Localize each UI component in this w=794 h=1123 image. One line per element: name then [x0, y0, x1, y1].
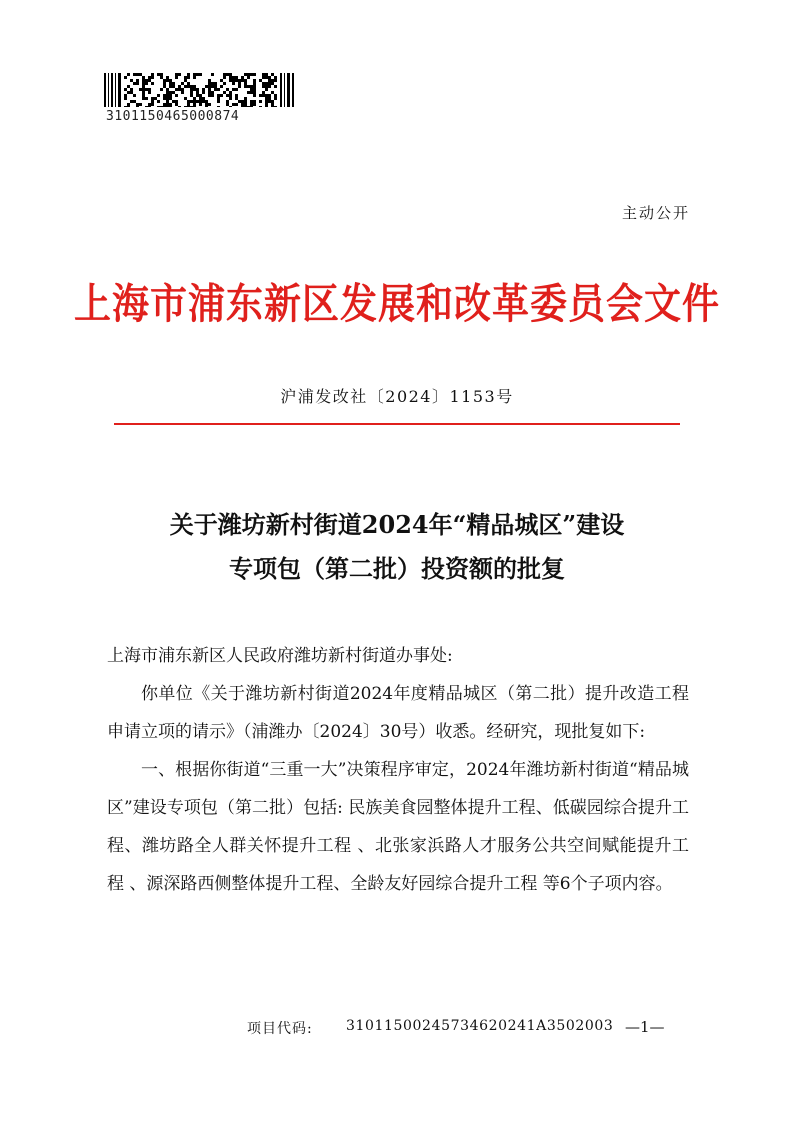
title-line-1: 关于潍坊新村街道2024年“精品城区”建设 — [169, 510, 625, 539]
page-footer — [0, 1018, 794, 1040]
project-code-label: 项目代码: — [247, 1021, 313, 1037]
barcode-number: 3101150465000874 — [106, 109, 240, 124]
document-number: 沪浦发改社〔2024〕1153号 — [280, 387, 514, 406]
red-divider — [114, 423, 680, 425]
barcode — [104, 73, 294, 107]
salutation: 上海市浦东新区人民政府潍坊新村街道办事处: — [107, 646, 453, 666]
project-code: 31011500245734620241A3502003 — [346, 1018, 614, 1034]
disclosure-label: 主动公开 — [621, 204, 690, 222]
body-paragraph-1: 你单位《关于潍坊新村街道2024年度精品城区（第二批）提升改造工程申请立项的请示》（浦潍办〔2024〕30号）收悉。经研究，现批复如下: — [107, 684, 689, 742]
document-body — [107, 637, 689, 903]
title-line-2: 专项包（第二批）投资额的批复 — [229, 554, 565, 583]
page-number: —1— — [625, 1018, 665, 1036]
body-paragraph-2: 一、根据你街道“三重一大”决策程序审定，2024年潍坊新村街道“精品城区”建设专项包（第二批）包括: 民族美食园整体提升工程、低碳园综合提升工程、潍坊路全人群关怀提升工程 、北张家浜路人才服务公共空间赋能提升工程 、源深路西侧整体提升工程、全龄友好园综合提升工程 等6个子项内容。 — [107, 760, 689, 894]
document-title — [0, 503, 794, 591]
issuer-heading: 上海市浦东新区发展和改革委员会文件 — [74, 278, 720, 329]
